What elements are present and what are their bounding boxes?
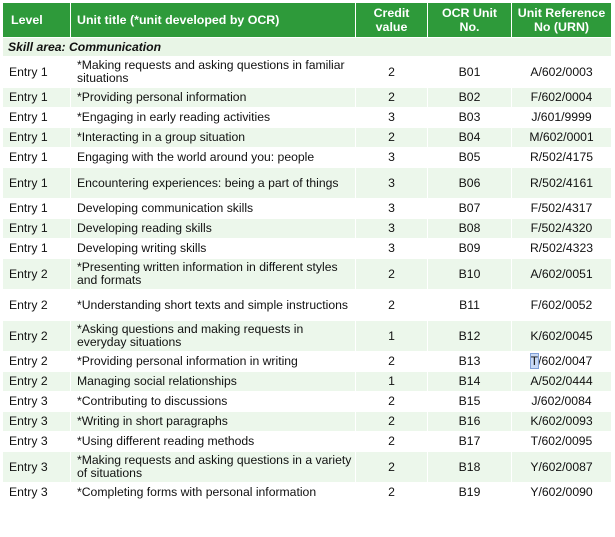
- cell-unit-title: *Understanding short texts and simple instructions: [71, 290, 356, 321]
- cell-ocr-unit-no: B13: [428, 352, 512, 372]
- cell-ocr-unit-no: B15: [428, 392, 512, 412]
- cell-level: Entry 3: [3, 452, 71, 483]
- cell-ocr-unit-no: B04: [428, 128, 512, 148]
- cell-level: Entry 2: [3, 372, 71, 392]
- cell-urn: F/502/4320: [512, 219, 612, 239]
- cell-unit-title: Encountering experiences: being a part of things: [71, 168, 356, 199]
- cell-urn: R/502/4161: [512, 168, 612, 199]
- cell-urn: K/602/0093: [512, 412, 612, 432]
- cell-ocr-unit-no: B17: [428, 432, 512, 452]
- units-table: [2, 2, 612, 503]
- header-urn: Unit Reference No (URN): [512, 3, 612, 38]
- cell-urn: K/602/0045: [512, 321, 612, 352]
- cell-ocr-unit-no: B06: [428, 168, 512, 199]
- cell-ocr-unit-no: B19: [428, 483, 512, 503]
- cell-unit-title: Developing communication skills: [71, 199, 356, 219]
- cell-level: Entry 3: [3, 412, 71, 432]
- table-row: [3, 88, 612, 108]
- cell-credit-value: 2: [356, 483, 428, 503]
- cell-unit-title: Managing social relationships: [71, 372, 356, 392]
- cell-unit-title: *Providing personal information in writing: [71, 352, 356, 372]
- cell-urn: Y/602/0090: [512, 483, 612, 503]
- cell-urn: F/502/4317: [512, 199, 612, 219]
- cell-ocr-unit-no: B18: [428, 452, 512, 483]
- cell-level: Entry 1: [3, 108, 71, 128]
- cell-level: Entry 2: [3, 352, 71, 372]
- cell-credit-value: 2: [356, 392, 428, 412]
- cell-urn: R/502/4323: [512, 239, 612, 259]
- cell-unit-title: *Completing forms with personal information: [71, 483, 356, 503]
- table-row: [3, 199, 612, 219]
- table-row: [3, 108, 612, 128]
- table-row: [3, 432, 612, 452]
- cell-urn: Y/602/0087: [512, 452, 612, 483]
- skill-area-label: Skill area: Communication: [3, 38, 612, 57]
- cell-level: Entry 1: [3, 128, 71, 148]
- cell-ocr-unit-no: B14: [428, 372, 512, 392]
- table-row: [3, 483, 612, 503]
- cell-urn: R/502/4175: [512, 148, 612, 168]
- cell-ocr-unit-no: B10: [428, 259, 512, 290]
- header-unit-title: Unit title (*unit developed by OCR): [71, 3, 356, 38]
- cell-credit-value: 2: [356, 412, 428, 432]
- cell-level: Entry 3: [3, 392, 71, 412]
- cell-level: Entry 2: [3, 259, 71, 290]
- cell-level: Entry 1: [3, 219, 71, 239]
- cell-ocr-unit-no: B08: [428, 219, 512, 239]
- table-row: [3, 372, 612, 392]
- table-row: [3, 452, 612, 483]
- cell-unit-title: *Making requests and asking questions in a variety of situations: [71, 452, 356, 483]
- cell-level: Entry 1: [3, 88, 71, 108]
- skill-area-row: [3, 38, 612, 57]
- cell-credit-value: 2: [356, 57, 428, 88]
- cell-credit-value: 2: [356, 452, 428, 483]
- cell-credit-value: 1: [356, 321, 428, 352]
- cell-level: Entry 1: [3, 57, 71, 88]
- cell-unit-title: *Interacting in a group situation: [71, 128, 356, 148]
- header-ocr-unit-no: OCR Unit No.: [428, 3, 512, 38]
- header-level: Level: [3, 3, 71, 38]
- table-row: [3, 392, 612, 412]
- cell-unit-title: Developing reading skills: [71, 219, 356, 239]
- cell-urn: A/602/0003: [512, 57, 612, 88]
- cell-level: Entry 1: [3, 239, 71, 259]
- table-row: [3, 259, 612, 290]
- cell-unit-title: Engaging with the world around you: people: [71, 148, 356, 168]
- cell-credit-value: 2: [356, 259, 428, 290]
- table-row: [3, 321, 612, 352]
- cell-credit-value: 2: [356, 290, 428, 321]
- cell-urn: J/602/0084: [512, 392, 612, 412]
- cell-credit-value: 3: [356, 199, 428, 219]
- cell-unit-title: *Asking questions and making requests in everyday situations: [71, 321, 356, 352]
- cell-urn: A/502/0444: [512, 372, 612, 392]
- table-row: [3, 239, 612, 259]
- cell-unit-title: *Making requests and asking questions in familiar situations: [71, 57, 356, 88]
- table-row: [3, 148, 612, 168]
- cell-credit-value: 3: [356, 148, 428, 168]
- cell-urn-rest: /602/0047: [538, 354, 593, 368]
- cell-unit-title: *Engaging in early reading activities: [71, 108, 356, 128]
- cell-level: Entry 1: [3, 168, 71, 199]
- table-row: [3, 290, 612, 321]
- cell-urn: J/601/9999: [512, 108, 612, 128]
- cell-urn: F/602/0052: [512, 290, 612, 321]
- cell-ocr-unit-no: B11: [428, 290, 512, 321]
- cell-ocr-unit-no: B12: [428, 321, 512, 352]
- cell-unit-title: *Using different reading methods: [71, 432, 356, 452]
- cell-level: Entry 1: [3, 199, 71, 219]
- cell-credit-value: 2: [356, 128, 428, 148]
- cell-ocr-unit-no: B01: [428, 57, 512, 88]
- cell-urn: F/602/0004: [512, 88, 612, 108]
- cell-ocr-unit-no: B16: [428, 412, 512, 432]
- cell-level: Entry 3: [3, 483, 71, 503]
- cell-urn: T/602/0095: [512, 432, 612, 452]
- cell-urn: A/602/0051: [512, 259, 612, 290]
- cell-unit-title: *Contributing to discussions: [71, 392, 356, 412]
- table-row: [3, 168, 612, 199]
- cell-credit-value: 3: [356, 239, 428, 259]
- cell-urn: M/602/0001: [512, 128, 612, 148]
- cell-credit-value: 3: [356, 168, 428, 199]
- cell-ocr-unit-no: B02: [428, 88, 512, 108]
- header-row: [3, 3, 612, 38]
- text-selection-highlight[interactable]: T: [530, 354, 539, 368]
- cell-level: Entry 2: [3, 290, 71, 321]
- cell-ocr-unit-no: B07: [428, 199, 512, 219]
- cell-credit-value: 3: [356, 108, 428, 128]
- cell-credit-value: 1: [356, 372, 428, 392]
- cell-unit-title: *Providing personal information: [71, 88, 356, 108]
- cell-credit-value: 2: [356, 432, 428, 452]
- cell-unit-title: Developing writing skills: [71, 239, 356, 259]
- table-row: [3, 352, 612, 372]
- table-row: [3, 412, 612, 432]
- table-row: [3, 219, 612, 239]
- cell-credit-value: 2: [356, 352, 428, 372]
- cell-ocr-unit-no: B03: [428, 108, 512, 128]
- cell-unit-title: *Writing in short paragraphs: [71, 412, 356, 432]
- cell-credit-value: 3: [356, 219, 428, 239]
- cell-level: Entry 2: [3, 321, 71, 352]
- cell-urn: [512, 352, 612, 372]
- cell-unit-title: *Presenting written information in different styles and formats: [71, 259, 356, 290]
- header-credit-value: Credit value: [356, 3, 428, 38]
- cell-credit-value: 2: [356, 88, 428, 108]
- cell-ocr-unit-no: B05: [428, 148, 512, 168]
- cell-level: Entry 1: [3, 148, 71, 168]
- table-row: [3, 57, 612, 88]
- cell-level: Entry 3: [3, 432, 71, 452]
- table-row: [3, 128, 612, 148]
- cell-ocr-unit-no: B09: [428, 239, 512, 259]
